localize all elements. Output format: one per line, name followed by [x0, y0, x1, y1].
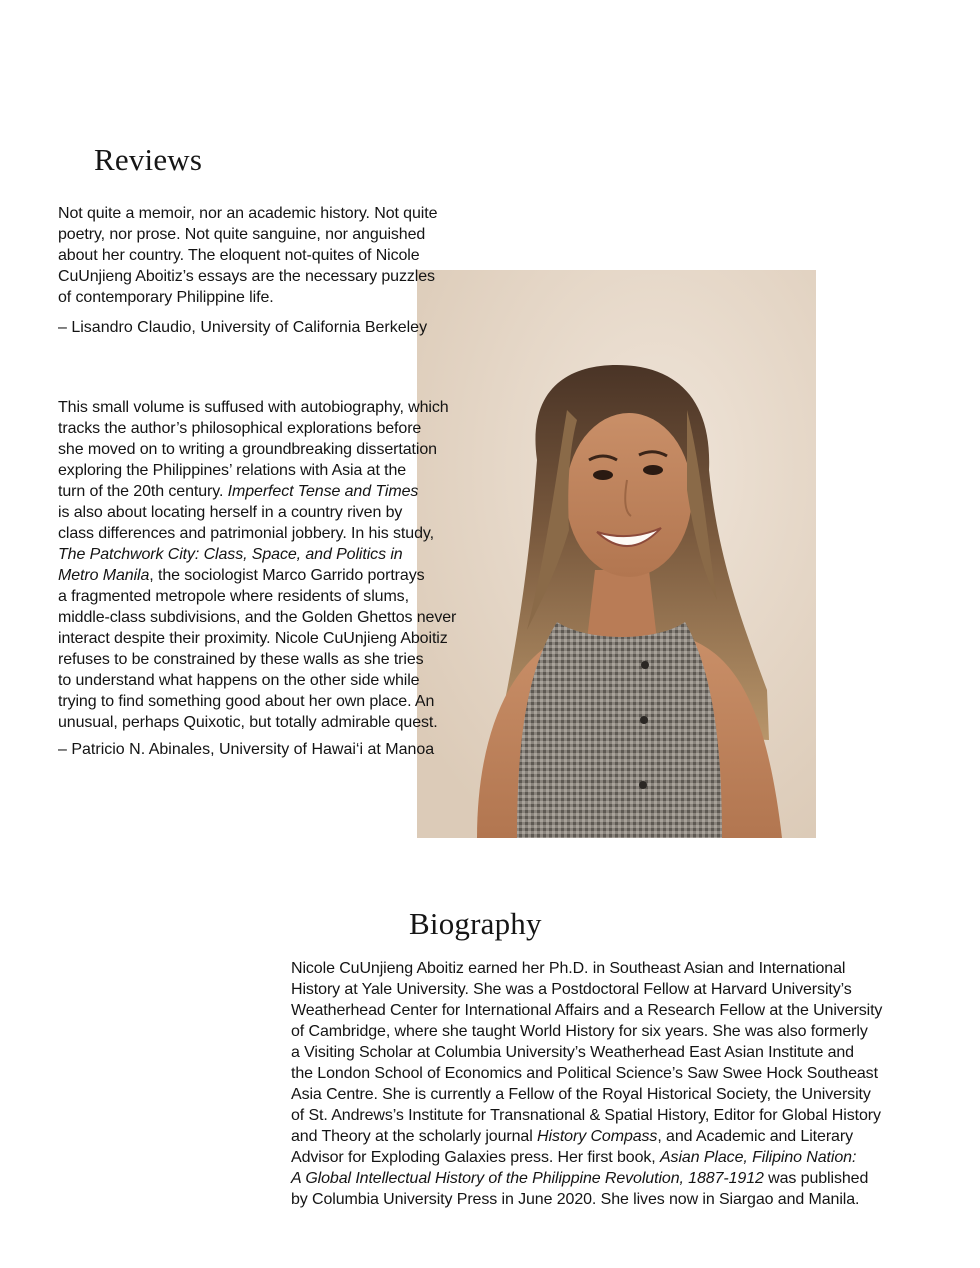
biography-line [291, 1147, 882, 1168]
book-title-imperfect-tense: Imperfect Tense and Times [227, 483, 419, 500]
review-2-attribution: – Patricio N. Abinales, University of Hawai‘i at Manoa [58, 741, 435, 758]
review-1-line: CuUnjieng Aboitiz’s essays are the necessary puzzles [58, 268, 435, 285]
review-2-line [58, 544, 456, 565]
review-2-line: to understand what happens on the other side while [58, 672, 420, 689]
biography-line [291, 1168, 882, 1189]
review-2-line: exploring the Philippines’ relations with Asia at the [58, 462, 407, 479]
biography-text-run: Advisor for Exploding Galaxies press. Her first book, [291, 1149, 660, 1166]
book-subtitle-global-intellectual-history: A Global Intellectual History of the Philippine Revolution, 1887-1912 [291, 1170, 764, 1187]
review-2-quote [58, 397, 456, 733]
review-1-quote [58, 203, 437, 308]
biography-line: of Cambridge, where she taught World History for six years. She was also formerly [291, 1023, 868, 1040]
review-2-line: is also about locating herself in a country riven by [58, 504, 403, 521]
review-2-line [58, 481, 456, 502]
review-2-line: a fragmented metropole where residents of slums, [58, 588, 409, 605]
review-2-text: turn of the 20th century. [58, 483, 228, 500]
book-title-patchwork-city-cont: Metro Manila [58, 567, 150, 584]
review-2-line: she moved on to writing a groundbreaking dissertation [58, 441, 437, 458]
biography-line: Nicole CuUnjieng Aboitiz earned her Ph.D. in Southeast Asian and International [291, 960, 846, 977]
book-title-asian-place: Asian Place, Filipino Nation: [659, 1149, 857, 1166]
biography-line: a Visiting Scholar at Columbia University’s Weatherhead East Asian Institute and [291, 1044, 854, 1061]
review-2-line: This small volume is suffused with autobiography, which [58, 399, 449, 416]
biography-text [291, 958, 882, 1210]
review-2-line: trying to find something good about her own place. An [58, 693, 435, 710]
author-portrait-photo [417, 270, 816, 838]
biography-line: Asia Centre. She is currently a Fellow of the Royal Historical Society, the University [291, 1086, 871, 1103]
review-1-attribution: – Lisandro Claudio, University of California Berkeley [58, 319, 428, 336]
biography-line [291, 1126, 882, 1147]
review-2-line: class differences and patrimonial jobbery. In his study, [58, 525, 434, 542]
biography-heading: Biography [409, 906, 542, 941]
review-1-line: Not quite a memoir, nor an academic history. Not quite [58, 205, 438, 222]
biography-line: History at Yale University. She was a Postdoctoral Fellow at Harvard University’s [291, 981, 852, 998]
reviews-heading: Reviews [94, 142, 203, 177]
review-2-line: unusual, perhaps Quixotic, but totally admirable quest. [58, 714, 438, 731]
review-2-text: , the sociologist Marco Garrido portrays [149, 567, 425, 584]
biography-line: Weatherhead Center for International Affairs and a Research Fellow at the University [291, 1002, 883, 1019]
book-title-patchwork-city: The Patchwork City: Class, Space, and Politics in [58, 546, 403, 563]
biography-text-run: , and Academic and Literary [657, 1128, 853, 1145]
review-2-line: refuses to be constrained by these walls as she tries [58, 651, 424, 668]
review-1-line: poetry, nor prose. Not quite sanguine, nor anguished [58, 226, 426, 243]
biography-line: of St. Andrews’s Institute for Transnational & Spatial History, Editor for Global History [291, 1107, 881, 1124]
biography-text-run: was published [763, 1170, 869, 1187]
journal-title-history-compass: History Compass [537, 1128, 658, 1145]
biography-line: by Columbia University Press in June 2020. She lives now in Siargao and Manila. [291, 1191, 860, 1208]
review-2-line: interact despite their proximity. Nicole CuUnjieng Aboitiz [58, 630, 448, 647]
review-2-line: middle-class subdivisions, and the Golden Ghettos never [58, 609, 457, 626]
review-2-line: tracks the author’s philosophical explorations before [58, 420, 422, 437]
portrait-illustration [417, 270, 816, 838]
biography-text-run: and Theory at the scholarly journal [291, 1128, 538, 1145]
review-2-line [58, 565, 456, 586]
biography-line: the London School of Economics and Political Science’s Saw Swee Hock Southeast [291, 1065, 878, 1082]
review-1-line: about her country. The eloquent not-quites of Nicole [58, 247, 420, 264]
review-1-line: of contemporary Philippine life. [58, 289, 274, 306]
